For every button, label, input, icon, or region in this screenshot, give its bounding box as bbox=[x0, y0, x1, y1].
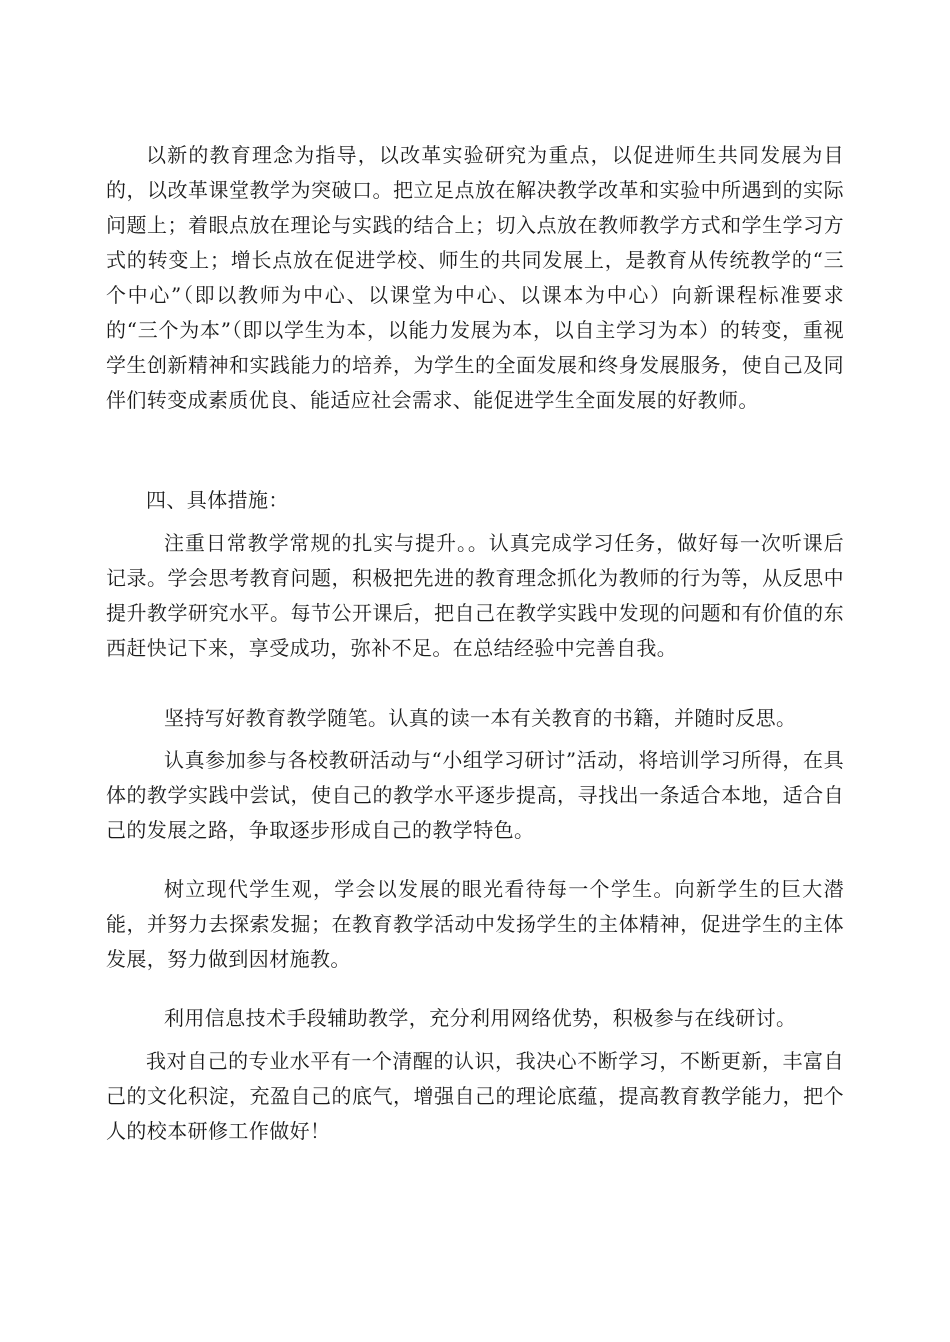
paragraph-guiding-principles: 以新的教育理念为指导，以改革实验研究为重点，以促进师生共同发展为目的，以改革课堂教学为突破口。把立足点放在解决教学改革和实验中所遇到的实际问题上；着眼点放在理论与实践的结合上；切入点放在教师教学方式和学生学习方式的转变上；增长点放在促进学校、师生的共同发展上，是教育从传统教学的“三个中心”（即以教师为中心、以课堂为中心、以课本为中心）向新课程标准要求的“三个为本”（即以学生为本，以能力发展为本，以自主学习为本）的转变，重视学生创新精神和实践能力的培养，为学生的全面发展和终身发展服务，使自己及同伴们转变成素质优良、能适应社会需求、能促进学生全面发展的好教师。 bbox=[106, 143, 844, 412]
section-heading-specific-measures: 四、具体措施： bbox=[146, 488, 289, 512]
paragraph-professional-resolution: 我对自己的专业水平有一个清醒的认识，我决心不断学习，不断更新，丰富自己的文化积淀，充盈自己的底气，增强自己的理论底蕴，提高教育教学能力，把个人的校本研修工作做好！ bbox=[106, 1049, 844, 1143]
paragraph-teaching-research-activities: 认真参加参与各校教研活动与“小组学习研讨”活动，将培训学习所得，在具体的教学实践中尝试，使自己的教学水平逐步提高，寻找出一条适合本地，适合自己的发展之路，争取逐步形成自己的教学特色。 bbox=[106, 748, 844, 842]
paragraph-information-technology: 利用信息技术手段辅助教学，充分利用网络优势，积极参与在线研讨。 bbox=[164, 1006, 797, 1030]
paragraph-teaching-essays: 坚持写好教育教学随笔。认真的读一本有关教育的书籍，并随时反思。 bbox=[164, 706, 797, 730]
paragraph-daily-teaching-routine: 注重日常教学常规的扎实与提升。。认真完成学习任务，做好每一次听课后记录。学会思考教育问题，积极把先进的教育理念抓化为教师的行为等，从反思中提升教学研究水平。每节公开课后，把自己在教学实践中发现的问题和有价值的东西赶快记下来，享受成功，弥补不足。在总结经验中完善自我。 bbox=[106, 531, 844, 660]
paragraph-student-view: 树立现代学生观，学会以发展的眼光看待每一个学生。向新学生的巨大潜能，并努力去探索发掘；在教育教学活动中发扬学生的主体精神，促进学生的主体发展，努力做到因材施教。 bbox=[106, 877, 844, 971]
